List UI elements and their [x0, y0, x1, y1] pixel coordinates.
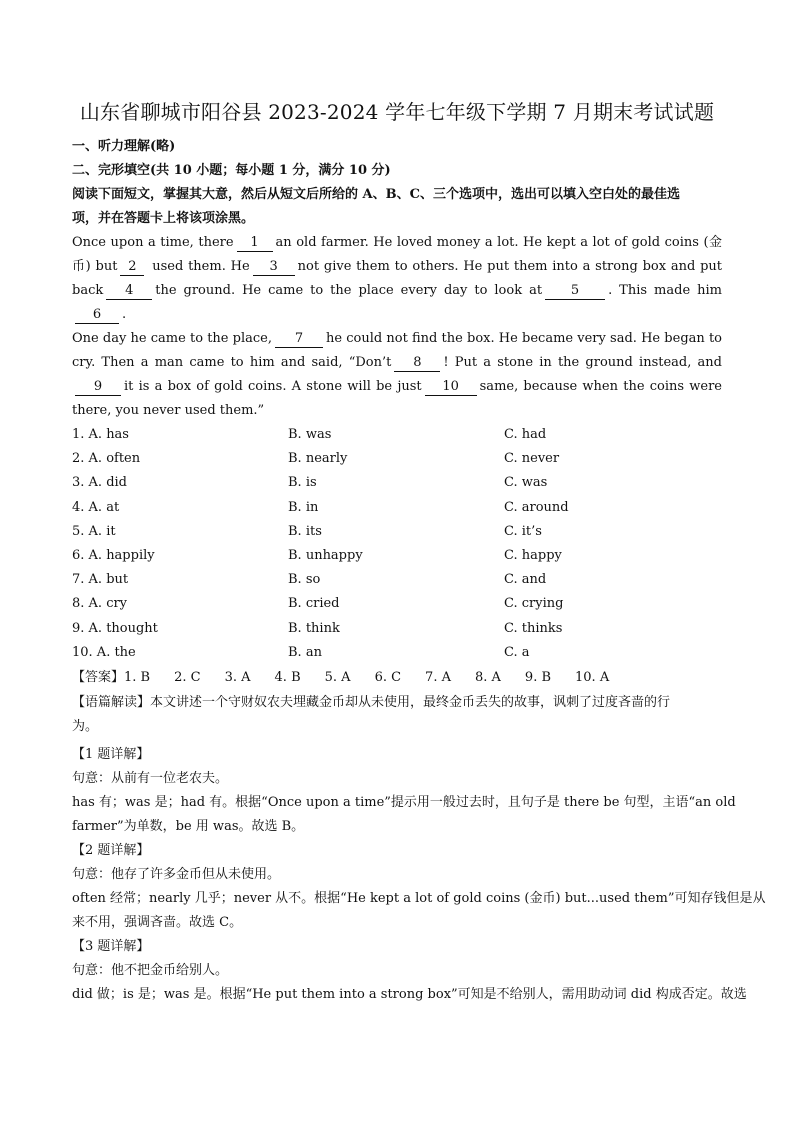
answer-item: 2. C	[174, 670, 201, 686]
option-a: 9. A. thought	[72, 620, 158, 636]
options-list	[72, 423, 722, 665]
option-row	[72, 423, 722, 447]
passage-text: the ground.	[155, 283, 236, 298]
option-c: C. had	[504, 427, 547, 442]
passage-text: coins. A stone will be just	[248, 379, 422, 394]
explanation-detail: farmer”为单数，be 用 was。故选 B。	[72, 819, 305, 835]
explanation-meaning: 句意：从前有一位老农夫。	[72, 771, 229, 787]
passage-text: .	[122, 307, 127, 322]
passage-text: it is a box of gold	[124, 379, 243, 394]
explanation-detail: 来不用，强调吝啬。故选 C。	[72, 915, 243, 931]
option-b: B. was	[288, 427, 332, 442]
option-c: C. and	[504, 572, 547, 588]
option-b: B. in	[288, 499, 319, 515]
section-cloze-heading: 二、完形填空(共 10 小题；每小题 1 分，满分 10 分)	[72, 163, 391, 178]
passage-text: used them. He	[152, 259, 250, 274]
option-c: C. happy	[504, 548, 562, 564]
explanation-heading: 【1 题详解】	[72, 747, 150, 763]
blank-5: 5	[545, 283, 605, 300]
option-c: C. it’s	[504, 523, 542, 539]
explanation-detail: did 做；is 是；was 是。根据“He put them into a strong box”可知是不给别人，需用助动词 did 构成否定。故选	[72, 987, 747, 1003]
option-row	[72, 544, 722, 568]
answer-item: 10. A	[575, 670, 610, 686]
answer-label: 【答案】	[72, 670, 125, 686]
option-row	[72, 447, 722, 471]
blank-8: 8	[394, 355, 440, 372]
passage-text: same, because when the coins were there, you never used them.”	[72, 379, 722, 418]
option-c: C. never	[504, 451, 560, 467]
option-row	[72, 496, 722, 520]
option-a: 4. A. at	[72, 499, 120, 515]
answer-key	[72, 665, 722, 691]
explanation-heading: 【3 题详解】	[72, 939, 150, 955]
blank-6: 6	[75, 307, 119, 324]
option-b: B. so	[288, 572, 321, 588]
answer-item: 9. B	[524, 670, 552, 686]
option-a: 6. A. happily	[72, 548, 155, 564]
answer-item: 3. A	[224, 670, 251, 686]
blank-4: 4	[106, 283, 152, 300]
option-b: B. think	[288, 620, 340, 636]
passage-text: . This made him	[608, 283, 722, 298]
answer-item: 5. A	[324, 670, 351, 686]
answer-item: 4. B	[274, 670, 301, 686]
option-a: 8. A. cry	[72, 596, 128, 612]
blank-10: 10	[425, 379, 477, 396]
passage-text: man came to him and said, “Don’t	[154, 355, 392, 370]
option-a: 5. A. it	[72, 523, 116, 539]
passage-paragraph-1	[72, 231, 722, 327]
passage-text: an old farmer. He loved money a lot. He kept a lot of gold coins (金币) but	[72, 235, 722, 274]
passage-text: One day he came to the place,	[72, 331, 273, 346]
blank-1: 1	[237, 235, 273, 252]
explanation-detail: has 有；was 是；had 有。根据“Once upon a time”提示用一般过去时，且句子是 there be 句型，主语“an old	[72, 795, 736, 811]
blank-9: 9	[75, 379, 121, 396]
option-row	[72, 568, 722, 592]
option-row	[72, 592, 722, 616]
option-row	[72, 520, 722, 544]
answer-item: 6. C	[374, 670, 402, 686]
passage-text: ! Put a stone in the ground instead, and	[443, 355, 723, 370]
passage-paragraph-2	[72, 327, 722, 423]
explanation-meaning: 句意：他不把金币给别人。	[72, 963, 229, 979]
explanation-heading: 【2 题详解】	[72, 843, 150, 859]
option-c: C. was	[504, 475, 548, 491]
option-row	[72, 641, 722, 665]
passage-text: Once upon a time, there	[72, 235, 234, 250]
passage-text: He came to the place every day to look at	[242, 283, 543, 298]
option-row	[72, 471, 722, 495]
explanation-meaning: 句意：他存了许多金币但从未使用。	[72, 867, 281, 883]
option-b: B. its	[288, 523, 322, 539]
instructions-line-2: 项，并在答题卡上将该项涂黑。	[72, 211, 255, 226]
option-a: 10. A. the	[72, 644, 136, 660]
option-a: 1. A. has	[72, 427, 129, 442]
document-page	[72, 96, 766, 1007]
blank-2: 2	[120, 259, 144, 276]
page-title: 山东省聊城市阳谷县 2023-2024 学年七年级下学期 7 月期末考试试题	[79, 100, 715, 124]
answer-item: 1. B	[124, 670, 151, 686]
option-b: B. is	[288, 475, 317, 491]
option-row	[72, 617, 722, 641]
option-c: C. around	[504, 499, 569, 515]
option-b: B. unhappy	[288, 548, 363, 564]
section-listening-heading: 一、听力理解(略)	[72, 139, 176, 154]
blank-3: 3	[253, 259, 295, 276]
option-a: 7. A. but	[72, 572, 129, 588]
option-a: 2. A. often	[72, 451, 141, 467]
explanation-detail: often 经常；nearly 几乎；never 从不。根据“He kept a lot of gold coins (金币) but...used them”可知存钱但是从	[72, 891, 766, 907]
option-a: 3. A. did	[72, 475, 127, 491]
discourse-analysis-line-1: 【语篇解读】本文讲述一个守财奴农夫埋藏金币却从未使用，最终金币丢失的故事，讽刺了过度吝啬的行	[72, 695, 671, 711]
discourse-analysis-line-2: 为。	[72, 719, 99, 735]
option-b: B. cried	[288, 596, 340, 612]
option-c: C. crying	[504, 596, 564, 612]
option-b: B. an	[288, 644, 322, 660]
answer-item: 8. A	[474, 670, 501, 686]
option-b: B. nearly	[288, 451, 348, 467]
answer-item: 7. A	[425, 670, 451, 686]
blank-7: 7	[275, 331, 323, 348]
option-c: C. a	[504, 644, 530, 660]
passage-text: he could not find the box. He became very sad. He began to cry. Then a	[72, 331, 722, 370]
passage-text: not give them to others. He put them into a strong box and put back	[72, 259, 722, 298]
option-c: C. thinks	[504, 620, 563, 636]
instructions-line-1: 阅读下面短文，掌握其大意，然后从短文后所给的 A、B、C、三个选项中，选出可以填入空白处的最佳选	[72, 187, 680, 202]
